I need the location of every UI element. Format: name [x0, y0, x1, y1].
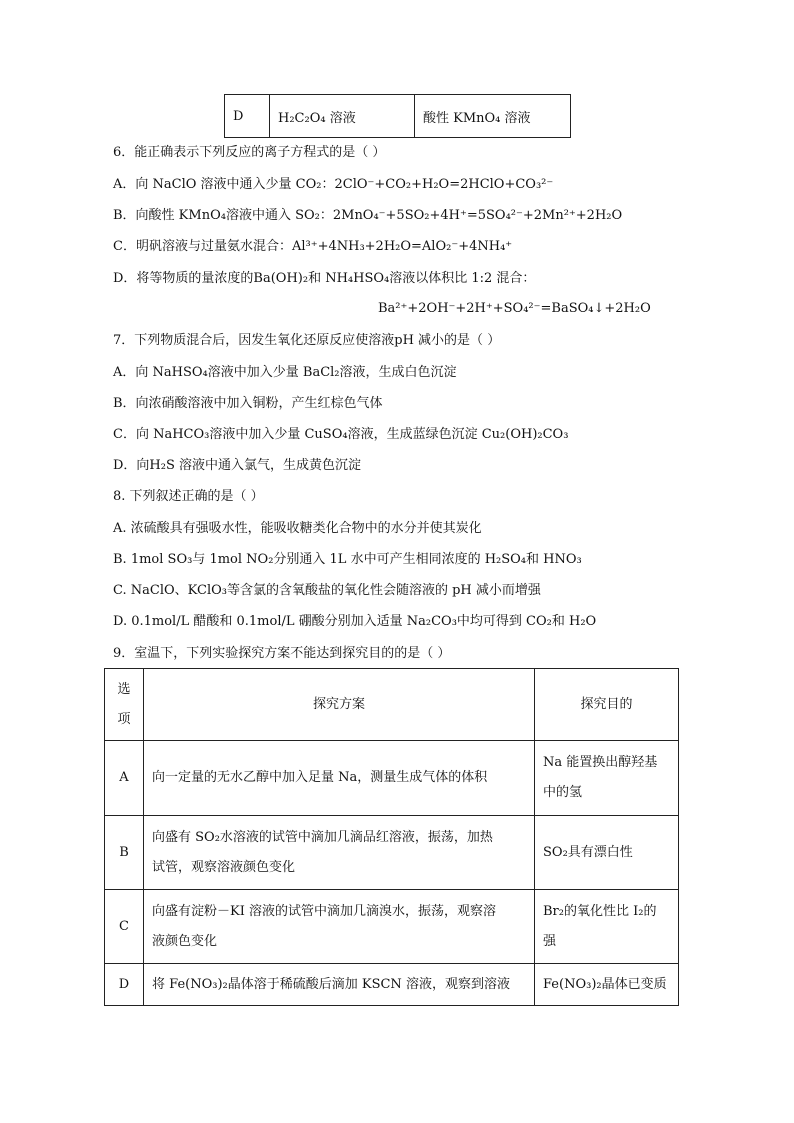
- question-8-option-b: B. 1mol SO₃与 1mol NO₂分别通入 1L 水中可产生相同浓度的 H₂SO₄和 HNO₃: [113, 552, 582, 567]
- previous-question-table: [224, 94, 571, 138]
- row-plan: 将 Fe(NO₃)₂晶体溶于稀硫酸后滴加 KSCN 溶液，观察到溶液: [144, 964, 535, 1006]
- question-7-option-a: A．向 NaHSO₄溶液中加入少量 BaCl₂溶液，生成白色沉淀: [113, 365, 457, 380]
- row-plan: 向盛有淀粉－KI 溶液的试管中滴加几滴溴水，振荡，观察溶 液颜色变化: [144, 890, 535, 964]
- question-9-table: [104, 668, 679, 1006]
- row-option: D: [105, 964, 144, 1006]
- header-option: 选 项: [105, 669, 144, 741]
- question-7-option-d: D．向H₂S 溶液中通入氯气，生成黄色沉淀: [113, 458, 362, 473]
- question-6-option-a: A．向 NaClO 溶液中通入少量 CO₂：2ClO⁻+CO₂+H₂O=2HClO+CO₃²⁻: [113, 177, 554, 192]
- table-row: [105, 964, 679, 1006]
- question-8-option-a: A. 浓硫酸具有强吸水性，能吸收糖类化合物中的水分并使其炭化: [113, 521, 482, 536]
- header-plan: 探究方案: [144, 669, 535, 741]
- table-row: [105, 890, 679, 964]
- row-goal: Na 能置换出醇羟基 中的氢: [535, 741, 679, 816]
- option-cell: D: [225, 95, 270, 138]
- row-goal: SO₂具有漂白性: [535, 816, 679, 890]
- question-7-stem: 7．下列物质混合后，因发生氧化还原反应使溶液pH 减小的是（ ）: [113, 333, 501, 348]
- row-goal: Br₂的氧化性比 I₂的 强: [535, 890, 679, 964]
- header-goal: 探究目的: [535, 669, 679, 741]
- table-row: [105, 741, 679, 816]
- question-7-option-c: C．向 NaHCO₃溶液中加入少量 CuSO₄溶液，生成蓝绿色沉淀 Cu₂(OH)₂CO₃: [113, 427, 569, 442]
- question-8-option-d: D. 0.1mol/L 醋酸和 0.1mol/L 硼酸分别加入适量 Na₂CO₃中均可得到 CO₂和 H₂O: [113, 614, 597, 629]
- question-7-option-b: B．向浓硝酸溶液中加入铜粉，产生红棕色气体: [113, 396, 383, 411]
- question-8-stem: 8. 下列叙述正确的是（ ）: [113, 489, 264, 504]
- question-9-stem: 9．室温下，下列实验探究方案不能达到探究目的的是（ ）: [113, 646, 451, 661]
- row-option: C: [105, 890, 144, 964]
- question-6-option-c: C．明矾溶液与过量氨水混合：Al³⁺+4NH₃+2H₂O=AlO₂⁻+4NH₄⁺: [113, 239, 513, 254]
- question-8-option-c: C. NaClO、KClO₃等含氯的含氧酸盐的氧化性会随溶液的 pH 减小而增强: [113, 583, 541, 598]
- row-option: A: [105, 741, 144, 816]
- table-row: [225, 95, 571, 138]
- row-option: B: [105, 816, 144, 890]
- reagent-cell: 酸性 KMnO₄ 溶液: [415, 95, 571, 138]
- row-plan: 向盛有 SO₂水溶液的试管中滴加几滴品红溶液，振荡，加热 试管，观察溶液颜色变化: [144, 816, 535, 890]
- question-6-option-d-equation: Ba²⁺+2OH⁻+2H⁺+SO₄²⁻=BaSO₄↓+2H₂O: [378, 301, 651, 316]
- table-row: [105, 816, 679, 890]
- question-6-stem: 6．能正确表示下列反应的离子方程式的是（ ）: [113, 145, 386, 160]
- question-6-option-b: B．向酸性 KMnO₄溶液中通入 SO₂：2MnO₄⁻+5SO₂+4H⁺=5SO₄²⁻+2Mn²⁺+2H₂O: [113, 208, 623, 223]
- row-goal: Fe(NO₃)₂晶体已变质: [535, 964, 679, 1006]
- reagent-cell: H₂C₂O₄ 溶液: [270, 95, 415, 138]
- row-plan: 向一定量的无水乙醇中加入足量 Na，测量生成气体的体积: [144, 741, 535, 816]
- table-header-row: [105, 669, 679, 741]
- question-6-option-d: D．将等物质的量浓度的Ba(OH)₂和 NH₄HSO₄溶液以体积比 1:2 混合：: [113, 271, 536, 286]
